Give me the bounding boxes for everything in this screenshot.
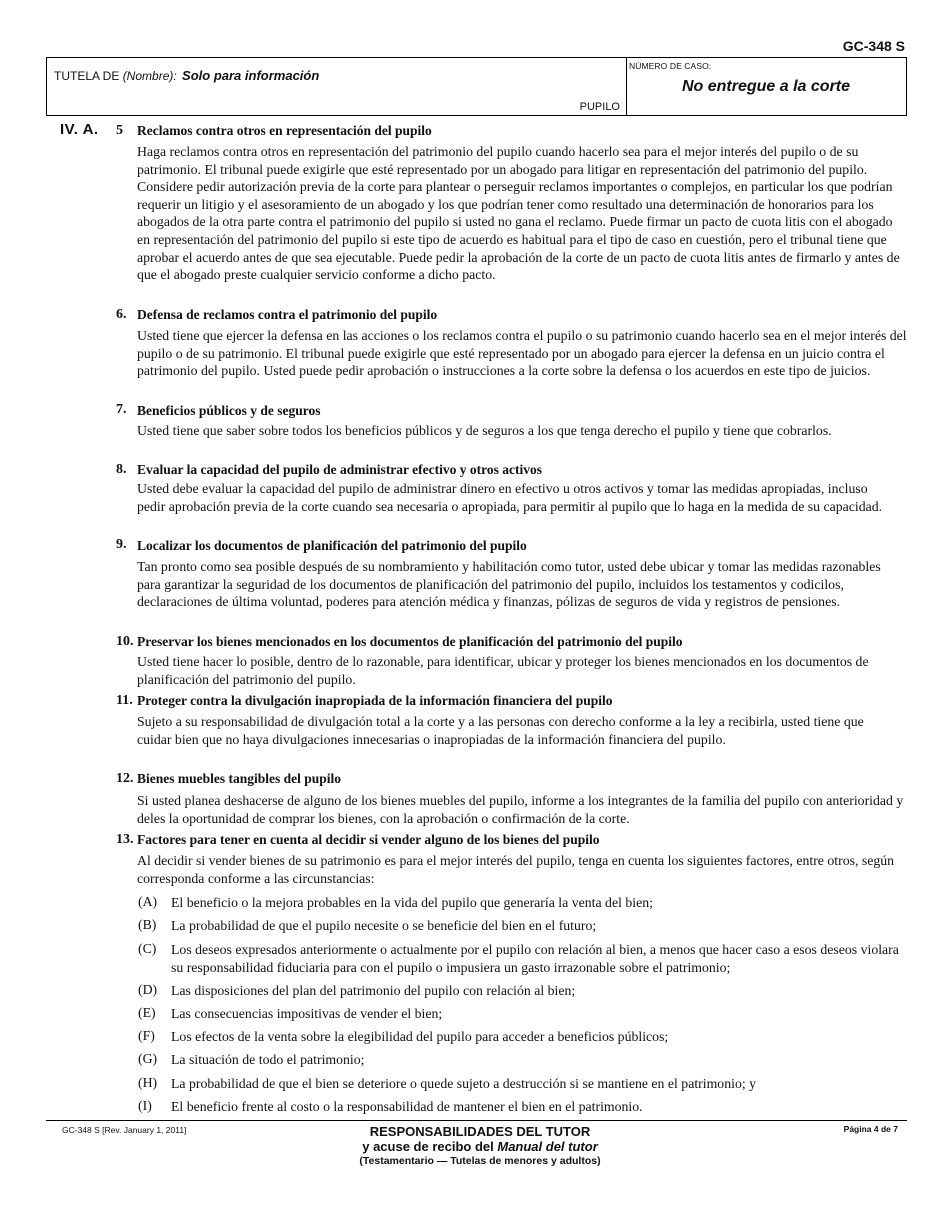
factor-letter: (A) [138,894,158,909]
footer-title [300,1124,660,1167]
factor-letter: (H) [138,1075,158,1090]
item-title: Evaluar la capacidad del pupilo de administrar efectivo y otros activos [137,462,543,477]
item-number: 7. [116,402,127,417]
factor-letter: (B) [138,917,157,932]
factor-text: Las consecuencias impositivas de vender el bien; [171,1006,443,1021]
page-number: Página 4 de 7 [843,1124,898,1134]
pupilo-label: PUPILO [579,101,620,113]
header-left-cell [47,58,627,115]
item-body: Usted tiene que saber sobre todos los beneficios públicos y de seguros a los que tenga derecho el pupilo y tiene que cobrarlos. [137,423,832,438]
factor-text: Los efectos de la venta sobre la elegibilidad del pupilo para acceder a beneficios públicos; [171,1029,669,1044]
item-number: 11. [116,693,133,708]
factor-letter: (G) [138,1051,158,1066]
item-body: Usted tiene que ejercer la defensa en las acciones o los reclamos contra el pupilo o su patrimonio cuando hacerlo sea en el mejor interés del pupilo o de su patrimonio. El tribunal puede exigirle que esté representado por un abogado para ejercer la defensa en un juicio contra el patrimonio del pupilo. Usted puede pedir aprobación o instrucciones a la corte sobre la defensa o los acuerdos en este tipo de juicios. [137,328,907,379]
case-number-value: No entregue a la corte [681,78,851,95]
item-body: Usted tiene hacer lo posible, dentro de lo razonable, para identificar, ubicar y proteger los bienes mencionados en los documentos de planificación del patrimonio del pupilo. [137,654,869,687]
tutela-value: Solo para información [182,68,320,83]
tutela-name-label: (Nombre): [122,69,177,83]
item-number: 10. [116,634,134,649]
header-box [46,57,907,116]
item-number: 5 [116,123,123,138]
factor-letter: (I) [138,1098,152,1113]
footer-title-line2 [300,1139,660,1154]
item-number: 8. [116,462,127,477]
item-number: 12. [116,771,134,786]
tutela-field [54,68,319,83]
case-number-label: NÚMERO DE CASO: [629,61,712,71]
footer-divider [46,1120,907,1121]
form-code: GC-348 S [842,38,905,54]
factor-letter: (C) [138,941,157,956]
item-title: Factores para tener en cuenta al decidir si vender alguno de los bienes del pupilo [137,832,600,847]
tutela-prefix: TUTELA DE [54,69,123,83]
item-title: Bienes muebles tangibles del pupilo [137,771,342,786]
item-title: Preservar los bienes mencionados en los documentos de planificación del patrimonio del pupilo [137,634,683,649]
item-title: Defensa de reclamos contra el patrimonio del pupilo [137,307,438,322]
item-title: Beneficios públicos y de seguros [137,403,321,418]
item-body: Sujeto a su responsabilidad de divulgación total a la corte y a las personas con derecho conforme a la ley a recibirla, usted tiene que cuidar bien que no haya divulgaciones innecesarias o inapropiadas de la información financiera del pupilo. [137,714,864,747]
footer-title-line2-prefix: y acuse de recibo del [362,1139,498,1154]
item-title: Localizar los documentos de planificación del patrimonio del pupilo [137,538,527,553]
factor-letter: (D) [138,982,158,997]
footer-title-line2-italic: Manual del tutor [497,1139,598,1154]
section-label: IV. A. [60,121,99,138]
item-body: Al decidir si vender bienes de su patrimonio es para el mejor interés del pupilo, tenga en cuenta los siguientes factores, entre otros, según corresponda conforme a las circunstancias: [137,853,895,886]
item-body: Haga reclamos contra otros en representación del patrimonio del pupilo cuando hacerlo sea para el mejor interés del pupilo o de su patrimonio. El tribunal puede exigirle que esté representado por un abogado para litigar en representación del patrimonio del pupilo. Considere pedir autorización previa de la corte para plantear o perseguir reclamos importantes o complejos, en particular los que podrían requerir un litigio y el asesoramiento de un abogado y los que podrían tener como resultado una determinación de honorarios para los abogados de la otra parte contra el patrimonio del pupilo si usted no gana el reclamo. Puede firmar un pacto de cuota litis con el abogado en representación del patrimonio del pupilo si este tipo de acuerdo es habitual para el tipo de caso en cuestión, pero el tribunal tiene que aprobar el acuerdo antes de que sea ejecutable. Puede pedir la aprobación de la corte de un pacto de cuota litis antes de firmarlo y antes de que el abogado preste cualquier servicio conforme a dicho pacto. [137,144,900,283]
item-number: 13. [116,832,134,847]
factor-text: La situación de todo el patrimonio; [171,1052,365,1067]
footer-title-line3: (Testamentario — Tutelas de menores y adultos) [359,1155,601,1167]
factor-text: El beneficio o la mejora probables en la vida del pupilo que generaría la venta del bien; [171,895,653,910]
factor-text: Los deseos expresados anteriormente o actualmente por el pupilo con relación al bien, a menos que hacer caso a esos deseos violara su responsabilidad fiduciaria para con el pupilo o impusiera un gasto irrazonable sobre el patrimonio; [171,942,899,975]
factor-text: Las disposiciones del plan del patrimonio del pupilo con relación al bien; [171,983,576,998]
item-body: Tan pronto como sea posible después de su nombramiento y habilitación como tutor, usted debe ubicar y tomar las medidas razonables para garantizar la seguridad de los documentos de planificación del patrimonio del pupilo, incluidos los testamentos y codicilos, declaraciones de última voluntad, poderes para atención médica y finanzas, pólizas de seguros de vida y registros de pensiones. [137,559,881,610]
factor-letter: (F) [138,1028,155,1043]
footer-form-revision: GC-348 S [Rev. January 1, 2011] [62,1125,187,1135]
factor-letter: (E) [138,1005,156,1020]
factor-text: La probabilidad de que el bien se deteriore o quede sujeto a destrucción si se mantiene en el patrimonio; y [171,1076,757,1091]
factor-text: El beneficio frente al costo o la responsabilidad de mantener el bien en el patrimonio. [171,1099,643,1114]
factor-text: La probabilidad de que el pupilo necesite o se beneficie del bien en el futuro; [171,918,597,933]
item-number: 6. [116,307,127,322]
item-body: Si usted planea deshacerse de alguno de los bienes muebles del pupilo, informe a los integrantes de la familia del pupilo con anterioridad y deles la oportunidad de comprar los bienes, con la aprobación o confirmación de la corte. [137,793,904,826]
item-number: 9. [116,537,127,552]
footer-title-line1: RESPONSABILIDADES DEL TUTOR [369,1124,591,1139]
item-body: Usted debe evaluar la capacidad del pupilo de administrar dinero en efectivo u otros activos y tomar las medidas apropiadas, incluso pedir aprobación previa de la corte cuando sea necesaria o apropiada, para permitir al pupilo que lo haga en la medida de su capacidad. [137,481,883,514]
item-title: Proteger contra la divulgación inapropiada de la información financiera del pupilo [137,693,613,708]
item-title: Reclamos contra otros en representación del pupilo [137,123,432,138]
